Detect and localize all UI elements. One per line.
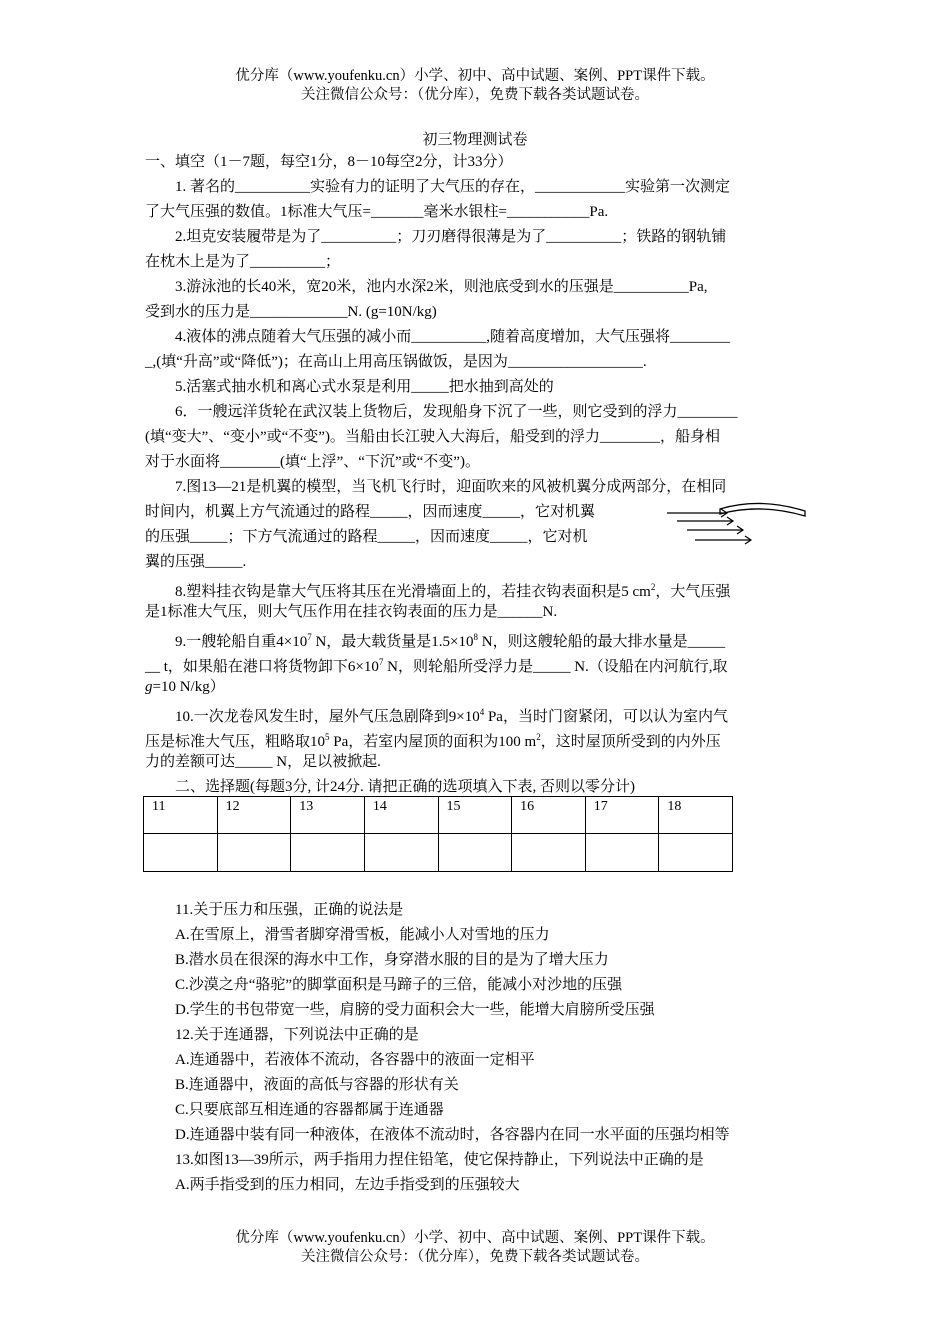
q9-line1: 9.一艘轮船自重$4\times 10^7$ N，最大载货量是$1.5\times 10^8$ N，则这艘轮船的最大排水量是_____ [175,632,726,650]
q11-option-d: D.学生的书包带宽一些，肩膀的受力面积会大一些，能增大肩膀所受压强 [175,1002,655,1018]
answer-cell[interactable] [659,834,733,872]
page-title: 初三物理测试卷 [422,132,528,148]
q9-line2: __ t，如果船在港口将货物卸下$6\times 10^7$ N，则轮船所受浮力是_____ N.（设船在内河航行,取 [145,657,728,675]
q7-line1: 7.图13—21是机翼的模型，当飞机飞行时，迎面吹来的风被机翼分成两部分，在相同 [175,479,727,495]
answer-cell[interactable] [291,834,365,872]
answer-table-header-row [144,797,733,834]
answer-col-header: 17 [585,797,659,834]
answer-col-header: 18 [659,797,733,834]
q7-line2: 时间内，机翼上方气流通过的路程_____，因而速度_____，它对机翼 [145,504,596,520]
q12-option-d: D.连通器中装有同一种液体，在液体不流动时，各容器内在同一水平面的压强均相等 [175,1127,730,1143]
q8-line2: 是1标准大气压，则大气压作用在挂衣钩表面的压力是______N. [145,604,558,620]
q7-line4: 翼的压强_____. [145,554,247,570]
q8-line1: 8.塑料挂衣钩是靠大气压将其压在光滑墙面上的，若挂衣钩表面积是5 $cm^2$，大气压强 [175,582,731,600]
q10-line1: 10.一次龙卷风发生时，屋外气压急剧降到$9\times 10^4$ Pa，当时门窗紧闭，可以认为室内气 [175,707,728,725]
wing-model-figure [665,497,815,552]
q12-option-c: C.只要底部互相连通的容器都属于连通器 [175,1102,444,1118]
q6-line2: (填“变大”、“变小”或“不变”)。当船由长江驶入大海后，船受到的浮力________，船身相 [145,429,720,445]
q2-line1: 2.坦克安装履带是为了__________；刀刃磨得很薄是为了__________；铁路的钢轨铺 [175,229,727,245]
section1-heading: 一、填空（1－7题，每空1分，8－10每空2分，计33分） [145,154,513,170]
q7-line3: 的压强_____；下方气流通过的路程_____，因而速度_____，它对机 [145,529,588,545]
q6-line3: 对于水面将________(填“上浮”、“下沉”或“不变”)。 [145,454,480,470]
q4-line2: _,(填“升高”或“降低”)；在高山上用高压锅做饭，是因为__________________. [145,354,647,370]
q11-option-a: A.在雪原上，滑雪者脚穿滑雪板，能减小人对雪地的压力 [175,927,550,943]
q13-stem: 13.如图13—39所示，两手指用力捏住铅笔，使它保持静止，下列说法中正确的是 [175,1152,704,1168]
answer-col-header: 14 [364,797,438,834]
section2-heading: 二、选择题(每题3分, 计24分. 请把正确的选项填入下表, 否则以零分计) [175,779,635,795]
answer-cell[interactable] [585,834,659,872]
q3-line2: 受到水的压力是_____________N. (g=10N/kg) [145,304,437,320]
answer-table [143,796,733,872]
q10-line3: 力的差额可达_____ N，足以被掀起. [145,754,381,770]
q11-stem: 11.关于压力和压强，正确的说法是 [175,902,404,918]
q3-line1: 3.游泳池的长40米，宽20米，池内水深2米，则池底受到水的压强是__________Pa, [175,279,708,295]
answer-col-header: 11 [144,797,218,834]
footer-line-2: 关注微信公众号：（优分库），免费下载各类试题试卷。 [301,1249,649,1265]
answer-cell[interactable] [144,834,218,872]
answer-cell[interactable] [364,834,438,872]
answer-cell[interactable] [217,834,291,872]
q12-stem: 12.关于连通器，下列说法中正确的是 [175,1027,419,1043]
wing-outline [720,503,805,516]
q13-option-a: A.两手指受到的压力相同，左边手指受到的压强较大 [175,1177,520,1193]
answer-col-header: 13 [291,797,365,834]
answer-col-header: 16 [512,797,586,834]
answer-cell[interactable] [438,834,512,872]
q2-line2: 在枕木上是为了__________； [145,254,341,270]
answer-table-blank-row [144,834,733,872]
answer-cell[interactable] [512,834,586,872]
q4-line1: 4.液体的沸点随着大气压强的减小而__________,随着高度增加，大气压强将________ [175,329,731,345]
answer-col-header: 12 [217,797,291,834]
q1-line2: 了大气压强的数值。1标准大气压=_______毫米水银柱=___________Pa. [145,204,609,220]
q11-option-b: B.潜水员在很深的海水中工作，身穿潜水服的目的是为了增大压力 [175,952,609,968]
airflow-arrows [667,509,751,544]
answer-col-header: 15 [438,797,512,834]
header-line-2: 关注微信公众号：（优分库），免费下载各类试题试卷。 [301,87,649,103]
footer-line-1: 优分库（www.youfenku.cn）小学、初中、高中试题、案例、PPT课件下载。 [235,1230,715,1246]
q12-option-b: B.连通器中，液面的高低与容器的形状有关 [175,1077,459,1093]
q12-option-a: A.连通器中，若液体不流动，各容器中的液面一定相平 [175,1052,535,1068]
q5-line: 5.活塞式抽水机和离心式水泵是利用_____把水抽到高处的 [175,379,554,395]
q6-line1: 6．一艘远洋货轮在武汉装上货物后，发现船身下沉了一些，则它受到的浮力________ [175,404,738,420]
q9-line3: g=10 N/kg） [145,679,225,695]
header-line-1: 优分库（www.youfenku.cn）小学、初中、高中试题、案例、PPT课件下载。 [235,68,715,84]
q10-line2: 压是标准大气压，粗略取$10^5$ Pa，若室内屋顶的面积为100 $m^2$，这时屋顶所受到的内外压 [145,732,721,750]
q1-line1: 1. 著名的__________实验有力的证明了大气压的存在，____________实验第一次测定 [175,179,731,195]
q11-option-c: C.沙漠之舟“骆驼”的脚掌面积是马蹄子的三倍，能减小对沙地的压强 [175,977,623,993]
